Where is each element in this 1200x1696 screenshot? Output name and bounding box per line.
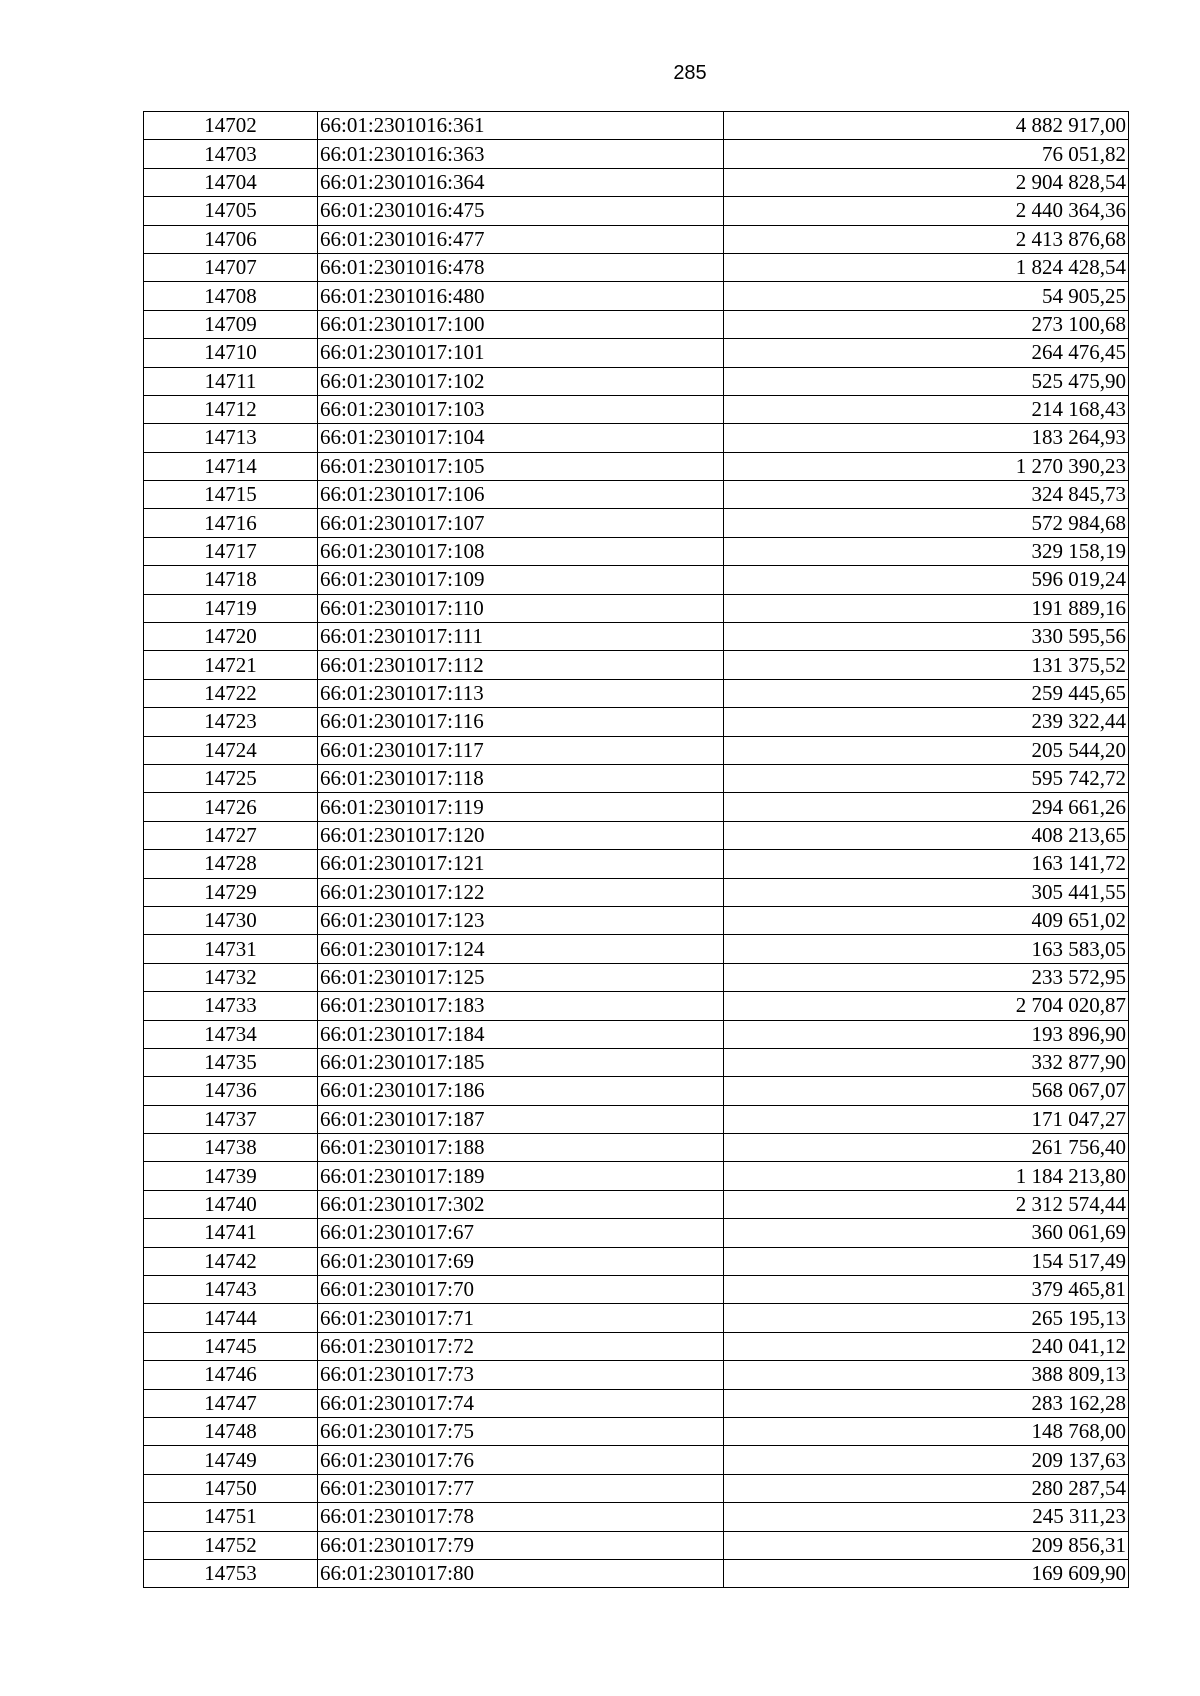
row-number-cell: 14737 xyxy=(144,1105,318,1133)
cadastral-number-cell: 66:01:2301017:116 xyxy=(318,708,724,736)
cadastral-number-cell: 66:01:2301017:105 xyxy=(318,452,724,480)
cadastral-number-cell: 66:01:2301016:363 xyxy=(318,140,724,168)
table-row xyxy=(144,112,1129,140)
cadastral-value-cell: 1 184 213,80 xyxy=(724,1162,1129,1190)
table-row xyxy=(144,1332,1129,1360)
page-number: 285 xyxy=(673,62,707,84)
table-row xyxy=(144,1503,1129,1531)
cadastral-number-cell: 66:01:2301017:187 xyxy=(318,1105,724,1133)
cadastral-number-cell: 66:01:2301017:100 xyxy=(318,310,724,338)
cadastral-number-cell: 66:01:2301017:103 xyxy=(318,395,724,423)
row-number-cell: 14720 xyxy=(144,623,318,651)
cadastral-value-cell: 171 047,27 xyxy=(724,1105,1129,1133)
table-row xyxy=(144,1048,1129,1076)
table-row xyxy=(144,282,1129,310)
table-row xyxy=(144,424,1129,452)
row-number-cell: 14709 xyxy=(144,310,318,338)
cadastral-value-cell: 280 287,54 xyxy=(724,1474,1129,1502)
row-number-cell: 14752 xyxy=(144,1531,318,1559)
row-number-cell: 14702 xyxy=(144,112,318,140)
cadastral-value-cell: 191 889,16 xyxy=(724,594,1129,622)
cadastral-value-cell: 239 322,44 xyxy=(724,708,1129,736)
row-number-cell: 14724 xyxy=(144,736,318,764)
table-row xyxy=(144,821,1129,849)
cadastral-number-cell: 66:01:2301017:113 xyxy=(318,679,724,707)
cadastral-number-cell: 66:01:2301017:184 xyxy=(318,1020,724,1048)
cadastral-number-cell: 66:01:2301017:71 xyxy=(318,1304,724,1332)
row-number-cell: 14742 xyxy=(144,1247,318,1275)
table-row xyxy=(144,197,1129,225)
table-row xyxy=(144,850,1129,878)
table-row xyxy=(144,1276,1129,1304)
row-number-cell: 14746 xyxy=(144,1361,318,1389)
cadastral-value-cell: 294 661,26 xyxy=(724,793,1129,821)
cadastral-value-cell: 2 312 574,44 xyxy=(724,1190,1129,1218)
row-number-cell: 14706 xyxy=(144,225,318,253)
row-number-cell: 14728 xyxy=(144,850,318,878)
row-number-cell: 14716 xyxy=(144,509,318,537)
cadastral-value-cell: 209 137,63 xyxy=(724,1446,1129,1474)
row-number-cell: 14730 xyxy=(144,906,318,934)
table-row xyxy=(144,708,1129,736)
cadastral-value-cell: 330 595,56 xyxy=(724,623,1129,651)
cadastral-number-cell: 66:01:2301017:189 xyxy=(318,1162,724,1190)
table-row xyxy=(144,793,1129,821)
cadastral-number-cell: 66:01:2301017:188 xyxy=(318,1134,724,1162)
row-number-cell: 14732 xyxy=(144,963,318,991)
cadastral-number-cell: 66:01:2301017:122 xyxy=(318,878,724,906)
row-number-cell: 14748 xyxy=(144,1417,318,1445)
row-number-cell: 14745 xyxy=(144,1332,318,1360)
cadastral-number-cell: 66:01:2301017:108 xyxy=(318,537,724,565)
cadastral-value-cell: 233 572,95 xyxy=(724,963,1129,991)
row-number-cell: 14751 xyxy=(144,1503,318,1531)
cadastral-number-cell: 66:01:2301017:111 xyxy=(318,623,724,651)
cadastral-number-cell: 66:01:2301017:75 xyxy=(318,1417,724,1445)
table-row xyxy=(144,1134,1129,1162)
cadastral-value-cell: 264 476,45 xyxy=(724,339,1129,367)
row-number-cell: 14703 xyxy=(144,140,318,168)
cadastral-value-cell: 2 704 020,87 xyxy=(724,992,1129,1020)
row-number-cell: 14749 xyxy=(144,1446,318,1474)
cadastral-number-cell: 66:01:2301017:123 xyxy=(318,906,724,934)
cadastral-value-cell: 163 141,72 xyxy=(724,850,1129,878)
cadastral-number-cell: 66:01:2301017:112 xyxy=(318,651,724,679)
table-row xyxy=(144,310,1129,338)
table-row xyxy=(144,1077,1129,1105)
table-row xyxy=(144,140,1129,168)
cadastral-number-cell: 66:01:2301017:73 xyxy=(318,1361,724,1389)
cadastral-value-cell: 148 768,00 xyxy=(724,1417,1129,1445)
table-row xyxy=(144,481,1129,509)
table-row xyxy=(144,225,1129,253)
table-row xyxy=(144,623,1129,651)
table-row xyxy=(144,594,1129,622)
table-row xyxy=(144,1304,1129,1332)
table-row xyxy=(144,992,1129,1020)
row-number-cell: 14744 xyxy=(144,1304,318,1332)
cadastral-number-cell: 66:01:2301017:302 xyxy=(318,1190,724,1218)
cadastral-value-cell: 240 041,12 xyxy=(724,1332,1129,1360)
table-row xyxy=(144,566,1129,594)
table-row xyxy=(144,1247,1129,1275)
cadastral-number-cell: 66:01:2301016:361 xyxy=(318,112,724,140)
cadastral-value-cell: 305 441,55 xyxy=(724,878,1129,906)
cadastral-number-cell: 66:01:2301017:80 xyxy=(318,1559,724,1587)
row-number-cell: 14712 xyxy=(144,395,318,423)
cadastral-number-cell: 66:01:2301017:109 xyxy=(318,566,724,594)
cadastral-number-cell: 66:01:2301017:74 xyxy=(318,1389,724,1417)
cadastral-value-cell: 388 809,13 xyxy=(724,1361,1129,1389)
cadastral-value-table xyxy=(143,111,1129,1588)
table-row xyxy=(144,1474,1129,1502)
cadastral-value-cell: 1 824 428,54 xyxy=(724,253,1129,281)
cadastral-value-cell: 154 517,49 xyxy=(724,1247,1129,1275)
cadastral-value-cell: 169 609,90 xyxy=(724,1559,1129,1587)
cadastral-number-cell: 66:01:2301016:364 xyxy=(318,168,724,196)
cadastral-value-cell: 1 270 390,23 xyxy=(724,452,1129,480)
row-number-cell: 14722 xyxy=(144,679,318,707)
row-number-cell: 14721 xyxy=(144,651,318,679)
cadastral-value-cell: 131 375,52 xyxy=(724,651,1129,679)
cadastral-value-cell: 595 742,72 xyxy=(724,764,1129,792)
table-row xyxy=(144,736,1129,764)
cadastral-value-cell: 572 984,68 xyxy=(724,509,1129,537)
cadastral-number-cell: 66:01:2301016:478 xyxy=(318,253,724,281)
row-number-cell: 14719 xyxy=(144,594,318,622)
cadastral-value-cell: 2 440 364,36 xyxy=(724,197,1129,225)
cadastral-number-cell: 66:01:2301017:185 xyxy=(318,1048,724,1076)
row-number-cell: 14731 xyxy=(144,935,318,963)
cadastral-value-cell: 214 168,43 xyxy=(724,395,1129,423)
row-number-cell: 14739 xyxy=(144,1162,318,1190)
cadastral-value-cell: 596 019,24 xyxy=(724,566,1129,594)
cadastral-value-cell: 265 195,13 xyxy=(724,1304,1129,1332)
cadastral-number-cell: 66:01:2301017:117 xyxy=(318,736,724,764)
table-body xyxy=(144,112,1129,1588)
table-row xyxy=(144,1389,1129,1417)
row-number-cell: 14741 xyxy=(144,1219,318,1247)
cadastral-number-cell: 66:01:2301017:76 xyxy=(318,1446,724,1474)
cadastral-value-cell: 332 877,90 xyxy=(724,1048,1129,1076)
cadastral-number-cell: 66:01:2301017:70 xyxy=(318,1276,724,1304)
row-number-cell: 14735 xyxy=(144,1048,318,1076)
cadastral-number-cell: 66:01:2301017:79 xyxy=(318,1531,724,1559)
cadastral-number-cell: 66:01:2301017:118 xyxy=(318,764,724,792)
cadastral-number-cell: 66:01:2301017:183 xyxy=(318,992,724,1020)
table-row xyxy=(144,1446,1129,1474)
row-number-cell: 14750 xyxy=(144,1474,318,1502)
row-number-cell: 14725 xyxy=(144,764,318,792)
row-number-cell: 14705 xyxy=(144,197,318,225)
cadastral-number-cell: 66:01:2301017:69 xyxy=(318,1247,724,1275)
table-row xyxy=(144,509,1129,537)
table-row xyxy=(144,1219,1129,1247)
row-number-cell: 14727 xyxy=(144,821,318,849)
cadastral-value-cell: 273 100,68 xyxy=(724,310,1129,338)
row-number-cell: 14707 xyxy=(144,253,318,281)
row-number-cell: 14714 xyxy=(144,452,318,480)
cadastral-value-cell: 379 465,81 xyxy=(724,1276,1129,1304)
cadastral-value-cell: 525 475,90 xyxy=(724,367,1129,395)
row-number-cell: 14713 xyxy=(144,424,318,452)
row-number-cell: 14723 xyxy=(144,708,318,736)
cadastral-number-cell: 66:01:2301017:67 xyxy=(318,1219,724,1247)
table-row xyxy=(144,537,1129,565)
table-row xyxy=(144,935,1129,963)
cadastral-number-cell: 66:01:2301016:475 xyxy=(318,197,724,225)
table-row xyxy=(144,395,1129,423)
row-number-cell: 14729 xyxy=(144,878,318,906)
row-number-cell: 14743 xyxy=(144,1276,318,1304)
cadastral-number-cell: 66:01:2301017:106 xyxy=(318,481,724,509)
cadastral-value-cell: 76 051,82 xyxy=(724,140,1129,168)
row-number-cell: 14726 xyxy=(144,793,318,821)
cadastral-number-cell: 66:01:2301017:120 xyxy=(318,821,724,849)
row-number-cell: 14704 xyxy=(144,168,318,196)
row-number-cell: 14753 xyxy=(144,1559,318,1587)
table-row xyxy=(144,1559,1129,1587)
cadastral-value-cell: 408 213,65 xyxy=(724,821,1129,849)
row-number-cell: 14718 xyxy=(144,566,318,594)
cadastral-number-cell: 66:01:2301016:477 xyxy=(318,225,724,253)
cadastral-value-cell: 568 067,07 xyxy=(724,1077,1129,1105)
row-number-cell: 14708 xyxy=(144,282,318,310)
cadastral-value-cell: 259 445,65 xyxy=(724,679,1129,707)
cadastral-value-cell: 261 756,40 xyxy=(724,1134,1129,1162)
cadastral-number-cell: 66:01:2301017:119 xyxy=(318,793,724,821)
row-number-cell: 14747 xyxy=(144,1389,318,1417)
table-row xyxy=(144,1361,1129,1389)
cadastral-number-cell: 66:01:2301017:102 xyxy=(318,367,724,395)
table-row xyxy=(144,651,1129,679)
cadastral-value-cell: 283 162,28 xyxy=(724,1389,1129,1417)
cadastral-value-cell: 360 061,69 xyxy=(724,1219,1129,1247)
cadastral-number-cell: 66:01:2301017:110 xyxy=(318,594,724,622)
row-number-cell: 14738 xyxy=(144,1134,318,1162)
table-row xyxy=(144,452,1129,480)
row-number-cell: 14734 xyxy=(144,1020,318,1048)
table-row xyxy=(144,1105,1129,1133)
cadastral-value-cell: 329 158,19 xyxy=(724,537,1129,565)
cadastral-value-cell: 54 905,25 xyxy=(724,282,1129,310)
cadastral-value-cell: 245 311,23 xyxy=(724,1503,1129,1531)
cadastral-number-cell: 66:01:2301017:72 xyxy=(318,1332,724,1360)
cadastral-value-cell: 409 651,02 xyxy=(724,906,1129,934)
table-row xyxy=(144,253,1129,281)
table-row xyxy=(144,906,1129,934)
cadastral-number-cell: 66:01:2301017:78 xyxy=(318,1503,724,1531)
row-number-cell: 14710 xyxy=(144,339,318,367)
row-number-cell: 14715 xyxy=(144,481,318,509)
cadastral-number-cell: 66:01:2301017:77 xyxy=(318,1474,724,1502)
row-number-cell: 14733 xyxy=(144,992,318,1020)
cadastral-value-cell: 163 583,05 xyxy=(724,935,1129,963)
table-row xyxy=(144,963,1129,991)
cadastral-value-cell: 2 904 828,54 xyxy=(724,168,1129,196)
table-row xyxy=(144,1020,1129,1048)
table-row xyxy=(144,679,1129,707)
cadastral-number-cell: 66:01:2301017:104 xyxy=(318,424,724,452)
row-number-cell: 14736 xyxy=(144,1077,318,1105)
cadastral-number-cell: 66:01:2301016:480 xyxy=(318,282,724,310)
row-number-cell: 14711 xyxy=(144,367,318,395)
table-row xyxy=(144,1162,1129,1190)
cadastral-value-cell: 193 896,90 xyxy=(724,1020,1129,1048)
table-row xyxy=(144,878,1129,906)
row-number-cell: 14717 xyxy=(144,537,318,565)
cadastral-value-cell: 205 544,20 xyxy=(724,736,1129,764)
cadastral-number-cell: 66:01:2301017:101 xyxy=(318,339,724,367)
cadastral-value-cell: 324 845,73 xyxy=(724,481,1129,509)
cadastral-number-cell: 66:01:2301017:124 xyxy=(318,935,724,963)
table-row xyxy=(144,168,1129,196)
table-row xyxy=(144,339,1129,367)
table-row xyxy=(144,1417,1129,1445)
cadastral-value-cell: 183 264,93 xyxy=(724,424,1129,452)
table-row xyxy=(144,1531,1129,1559)
cadastral-number-cell: 66:01:2301017:125 xyxy=(318,963,724,991)
table-row xyxy=(144,1190,1129,1218)
cadastral-number-cell: 66:01:2301017:186 xyxy=(318,1077,724,1105)
row-number-cell: 14740 xyxy=(144,1190,318,1218)
cadastral-value-cell: 2 413 876,68 xyxy=(724,225,1129,253)
cadastral-value-cell: 4 882 917,00 xyxy=(724,112,1129,140)
cadastral-number-cell: 66:01:2301017:107 xyxy=(318,509,724,537)
table-row xyxy=(144,367,1129,395)
table-row xyxy=(144,764,1129,792)
cadastral-value-cell: 209 856,31 xyxy=(724,1531,1129,1559)
cadastral-number-cell: 66:01:2301017:121 xyxy=(318,850,724,878)
